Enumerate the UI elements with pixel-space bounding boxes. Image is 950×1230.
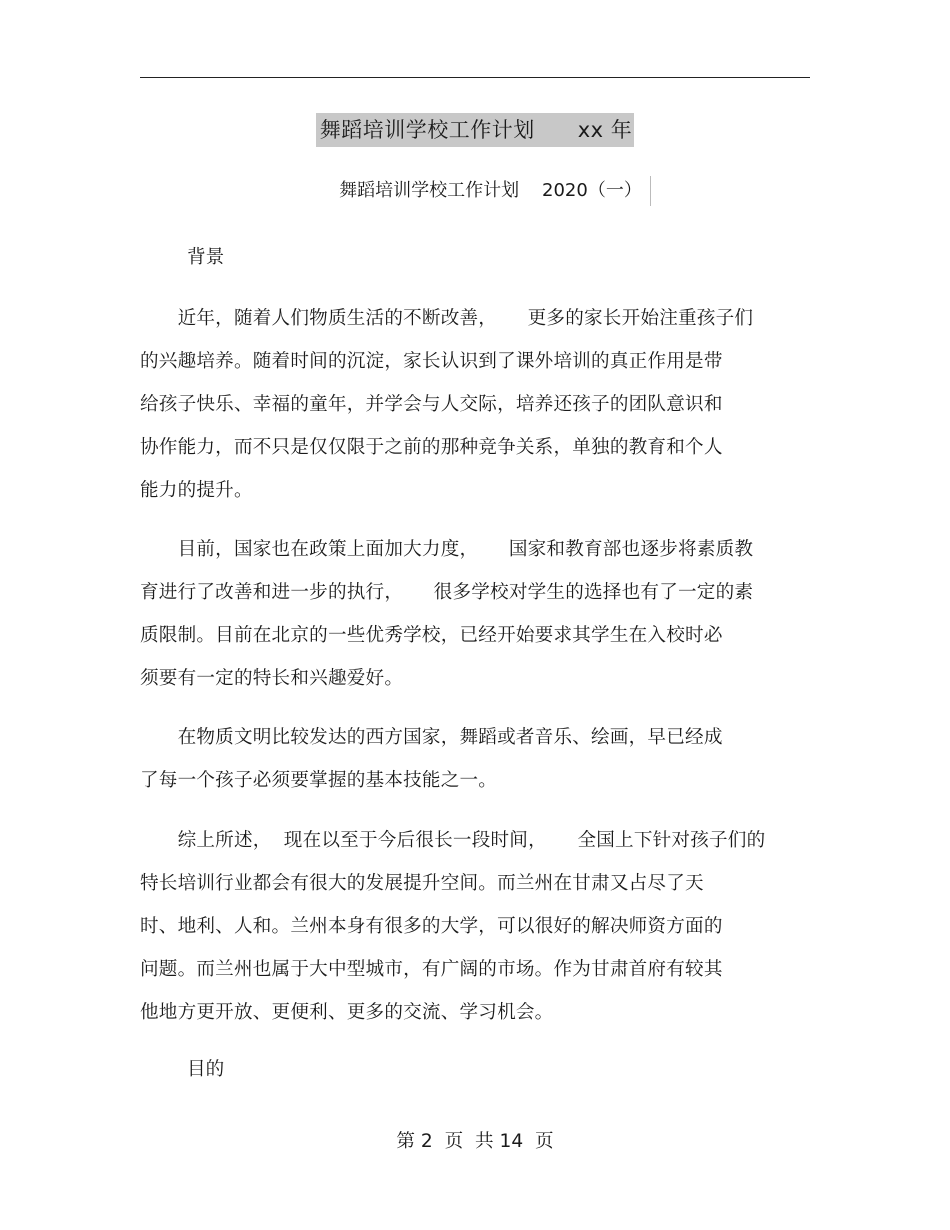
- paragraph-background-4: 综上所述， 现在以至于今后很长一段时间， 全国上下针对孩子们的 特长培训行业都会有很大的发展提升空间。而兰州在甘肃又占尽了天 时、地利、人和。兰州本身有很多的大学，可以很好的解决师资方面的 问题。而兰州也属于大中型城市，有广阔的市场。作为甘肃首府有较其 他地方更开放、更便利、更多的交流、学习机会。: [140, 830, 766, 1023]
- page-footer: 第 2 页 共 14 页: [396, 1131, 554, 1152]
- document-title: 舞蹈培训学校工作计划 xx 年: [316, 113, 635, 147]
- paragraph-background-3: 在物质文明比较发达的西方国家，舞蹈或者音乐、绘画，早已经成 了每一个孩子必须要掌握的基本技能之一。: [140, 727, 723, 791]
- document-subtitle: 舞蹈培训学校工作计划 2020（一）: [339, 176, 651, 206]
- paragraph-background-1: 近年，随着人们物质生活的不断改善， 更多的家长开始注重孩子们 的兴趣培养。随着时间的沉淀，家长认识到了课外培训的真正作用是带 给孩子快乐、幸福的童年，并学会与人交际，培养还孩子的团队意识和 协作能力，而不只是仅仅限于之前的那种竞争关系，单独的教育和个人 能力的提升。: [140, 308, 754, 501]
- header-rule: [140, 77, 810, 78]
- section-heading-background: 背景: [187, 247, 225, 268]
- section-heading-purpose: 目的: [187, 1059, 225, 1080]
- title-row: [0, 113, 950, 147]
- subtitle-row: [0, 176, 950, 206]
- paragraph-background-2: 目前，国家也在政策上面加大力度， 国家和教育部也逐步将素质教 育进行了改善和进一步的执行， 很多学校对学生的选择也有了一定的素 质限制。目前在北京的一些优秀学校，已经开始要求其学生在入校时必 须要有一定的特长和兴趣爱好。: [140, 539, 754, 689]
